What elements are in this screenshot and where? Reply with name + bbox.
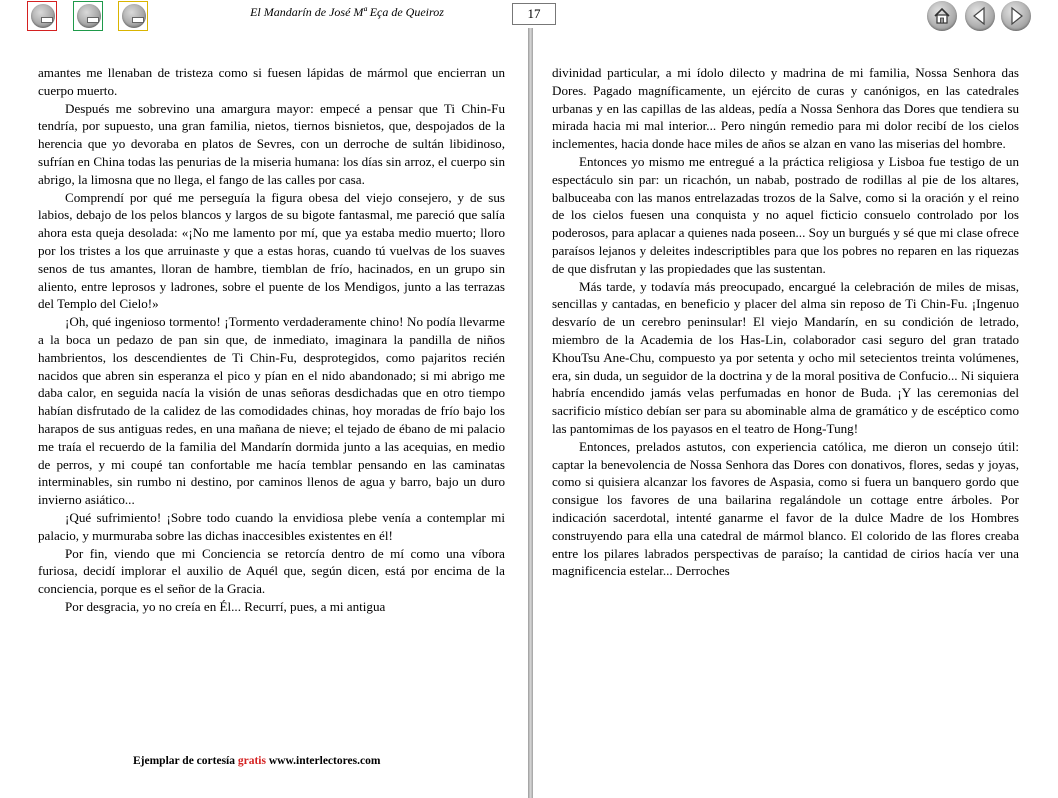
minimize-icon xyxy=(77,4,101,28)
paragraph: ¡Qué sufrimiento! ¡Sobre todo cuando la envidiosa plebe venía a contemplar mi palacio, y murmuraba sobre las dichas inaccesibles existentes en él! xyxy=(38,509,505,543)
footer-gratis: gratis xyxy=(237,755,266,767)
paragraph: Entonces yo mismo me entregué a la práctica religiosa y Lisboa fue testigo de un espectáculo sin par: un ricachón, un nabab, postrado de rodillas al pie de los altares, balbuceaba con las manos entrelazadas trozos de la Salve, como si la oración y el reino de los cielos fuesen una conquista y no aquel ficticio consuelo controlado por los poderosos, para aplacar a quienes nada poseen... Soy un burgués y sé que mi clase ofrece paraísos lejanos y deleites indescriptibles para que los pobres no reparen en las riquezas de que disfrutan y las propiedades que las sustentan. xyxy=(552,153,1019,276)
page-spine-divider xyxy=(528,28,533,798)
home-button[interactable] xyxy=(927,1,957,31)
paragraph: Más tarde, y todavía más preocupado, encargué la celebración de miles de misas, sencillas y cantadas, en beneficio y placer del alma sin reposo de Ti Chin-Fu. ¡Ingenuo desvarío de un cerebro peninsular! El viejo Mandarín, en su condición de letrado, miembro de la Academia de los Has-Lin, colaborador casi seguro del gran tratado KhouTsu Ane-Chu, compuesto ya por setenta y ocho mil setecientos treinta volúmenes, era, sin duda, un seguidor de la doctrina y de la moral positiva de Confucio... Ni siquiera habría encendido jamás velas perfumadas en honor de Buda. ¡Y las ceremonias del sacrificio místico debían ser para su abominable alma de gramático y de escéptico como las pantomimas de los payasos en el teatro de Hong-Tung! xyxy=(552,278,1019,436)
next-page-button[interactable] xyxy=(1001,1,1031,31)
paragraph: Comprendí por qué me perseguía la figura obesa del viejo consejero, y de sus labios, debajo de los pelos blancos y largos de su bigote fantasmal, me pareció que salía ahora esta queja desolada: «¡No me lamento por mí, que ya estaba medio muerto; lloro por los tristes a los que arruinaste y que a estas horas, cuando tú vuelvas de los suaves senos de tus amantes, lloran de hambre, tiemblan de frío, hacinados, en un grupo sin aliento, entre leprosos y ladrones, sobre el puente de los Mendigos, junto a las terrazas del Templo del Cielo!» xyxy=(38,189,505,312)
minimize-yellow-button[interactable] xyxy=(118,1,148,31)
minimize-icon xyxy=(31,4,55,28)
minimize-red-button[interactable] xyxy=(27,1,57,31)
page-number: 17 xyxy=(512,3,556,25)
paragraph: Por fin, viendo que mi Conciencia se retorcía dentro de mí como una víbora furiosa, decidí implorar el auxilio de Aquél que, según dicen, está por encima de la conciencia, porque es el señor de la Gracia. xyxy=(38,545,505,597)
right-page-text xyxy=(552,64,1019,580)
minimize-green-button[interactable] xyxy=(73,1,103,31)
paragraph: Después me sobrevino una amargura mayor: empecé a pensar que Ti Chin-Fu tendría, por supuesto, una gran familia, nietos, tiernos bisnietos, que, despojados de la herencia que yo devoraba en platos de Sevres, con un derroche de sultán libidinoso, sufrían en China todas las penurias de la miseria humana: los días sin arroz, el cuerpo sin abrigo, la limosna que no llega, el fango de las calles por casa. xyxy=(38,100,505,187)
paragraph: divinidad particular, a mi ídolo dilecto y madrina de mi familia, Nossa Senhora das Dores. Pagado magníficamente, un ejército de curas y canónigos, en las catedrales urbanas y en las capillas de las aldeas, pedía a Nossa Senhora das Dores que tendiera su mirada hacia mi mal interior... Pero ningún remedio para mi dolor recibí de los cielos inclementes, hacia donde hace miles de años se alzan en vano las miserias del hombre. xyxy=(552,65,1019,152)
paragraph: amantes me llenaban de tristeza como si fuesen lápidas de mármol que encierran un cuerpo muerto. xyxy=(38,65,505,98)
previous-page-button[interactable] xyxy=(965,1,995,31)
paragraph: ¡Oh, qué ingenioso tormento! ¡Tormento verdaderamente chino! No podía llevarme a la boca un pedazo de pan sin que, de inmediato, imaginara la pandilla de niños hambrientos, los descendientes de Ti Chin-Fu, desprotegidos, como pajaritos recién nacidos que abren sin esperanza el pico y pían en el nido abandonado; si mi abrigo me daba calor, en seguida nacía la visión de unas señoras desdichadas que en otro tiempo habían disfrutado de la calidez de las comodidades chinas, hoy moradas de frío bajo los harapos de sus antiguas redes, en una mañana de nieve; el tejado de ébano de mi palacio me traía el recuerdo de la familia del Mandarín dormida junto a las acequias, en medio de perros, y mi coupé tan confortable me hacía temblar pensando en las caminatas interminables, sin rumbo ni destino, por caminos llenos de agua y barro, bajo un duro invierno asiático... xyxy=(38,314,505,508)
arrow-left-icon xyxy=(965,1,995,31)
footer xyxy=(133,755,380,767)
book-title: El Mandarín de José Mª Eça de Queiroz xyxy=(250,5,444,19)
paragraph: Por desgracia, yo no creía en Él... Recurrí, pues, a mi antigua xyxy=(65,598,386,614)
footer-link[interactable]: www.interlectores.com xyxy=(265,755,381,767)
left-page-text xyxy=(38,64,505,616)
footer-prefix: Ejemplar de cortesía xyxy=(133,755,238,767)
arrow-right-icon xyxy=(1001,1,1031,31)
home-icon xyxy=(927,1,957,31)
paragraph: Entonces, prelados astutos, con experiencia católica, me dieron un consejo útil: captar la benevolencia de Nossa Senhora das Dores con donativos, flores, sedas y joyas, como si quisiera alcanzar los favores de Aspasia, como si fuera un banquero gordo que consigue los favores de una bailarina regalándole un cottage entre árboles. Por indicación sacerdotal, intenté ganarme el favor de la dulce Madre de los Hombres construyendo para ella una catedral de mármol blanco. El colorido de las flores creaba entre los pilares labrados perspectivas de paraíso; la cantidad de cirios hacía ver una magnificencia estelar... Derroches xyxy=(552,438,1019,579)
minimize-icon xyxy=(122,4,146,28)
